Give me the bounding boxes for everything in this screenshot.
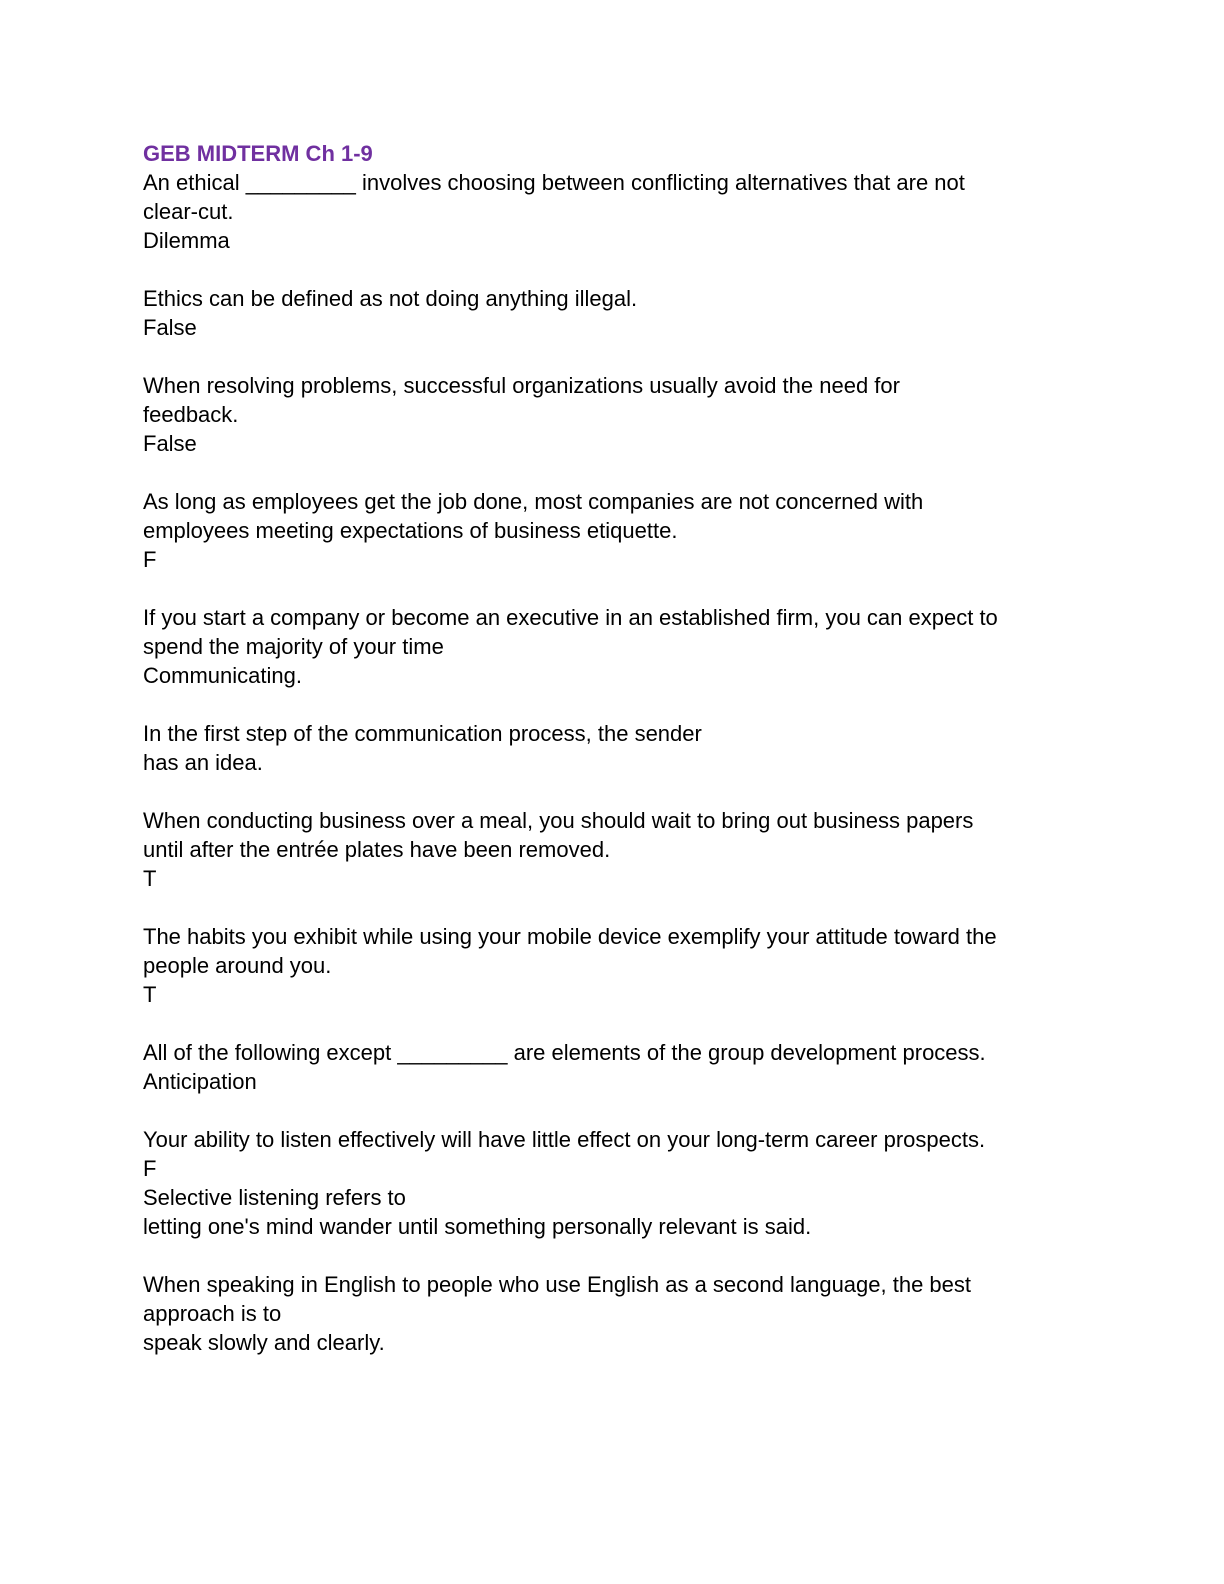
question-line: In the first step of the communication process, the sender <box>143 721 702 746</box>
qa-block <box>143 1038 1080 1096</box>
qa-block <box>143 806 1080 893</box>
answer-line: F <box>143 547 157 572</box>
question-line: All of the following except _________ are elements of the group development process. <box>143 1040 986 1065</box>
answer-line: T <box>143 866 157 891</box>
question-line: people around you. <box>143 953 332 978</box>
answer-line: False <box>143 315 197 340</box>
qa-block <box>143 284 1080 342</box>
answer-line: Communicating. <box>143 663 302 688</box>
question-line: clear-cut. <box>143 199 234 224</box>
answer-line: F <box>143 1156 157 1181</box>
qa-block <box>143 1125 1080 1241</box>
question-line: feedback. <box>143 402 239 427</box>
question-line: employees meeting expectations of business etiquette. <box>143 518 678 543</box>
qa-block <box>143 487 1080 574</box>
answer-line: has an idea. <box>143 750 263 775</box>
qa-block <box>143 922 1080 1009</box>
question-line: An ethical _________ involves choosing between conflicting alternatives that are not <box>143 170 965 195</box>
question-line: The habits you exhibit while using your mobile device exemplify your attitude toward the <box>143 924 997 949</box>
qa-block <box>143 168 1080 255</box>
question-line: As long as employees get the job done, most companies are not concerned with <box>143 489 924 514</box>
question-line: Selective listening refers to <box>143 1185 406 1210</box>
document-title: GEB MIDTERM Ch 1-9 <box>143 141 373 166</box>
question-line: until after the entrée plates have been removed. <box>143 837 611 862</box>
answer-line: Dilemma <box>143 228 230 253</box>
qa-block <box>143 719 1080 777</box>
question-line: approach is to <box>143 1301 282 1326</box>
question-line: When resolving problems, successful organizations usually avoid the need for <box>143 373 900 398</box>
qa-block <box>143 1270 1080 1357</box>
question-line: When conducting business over a meal, you should wait to bring out business papers <box>143 808 974 833</box>
qa-block <box>143 603 1080 690</box>
answer-line: letting one's mind wander until something personally relevant is said. <box>143 1214 812 1239</box>
answer-line: False <box>143 431 197 456</box>
qa-blocks <box>143 168 1080 1357</box>
question-line: Your ability to listen effectively will have little effect on your long-term career prospects. <box>143 1127 986 1152</box>
answer-line: T <box>143 982 157 1007</box>
question-line: When speaking in English to people who use English as a second language, the best <box>143 1272 972 1297</box>
answer-line: Anticipation <box>143 1069 257 1094</box>
question-line: Ethics can be defined as not doing anything illegal. <box>143 286 638 311</box>
answer-line: speak slowly and clearly. <box>143 1330 385 1355</box>
question-line: If you start a company or become an executive in an established firm, you can expect to <box>143 605 998 630</box>
qa-block <box>143 371 1080 458</box>
question-line: spend the majority of your time <box>143 634 444 659</box>
